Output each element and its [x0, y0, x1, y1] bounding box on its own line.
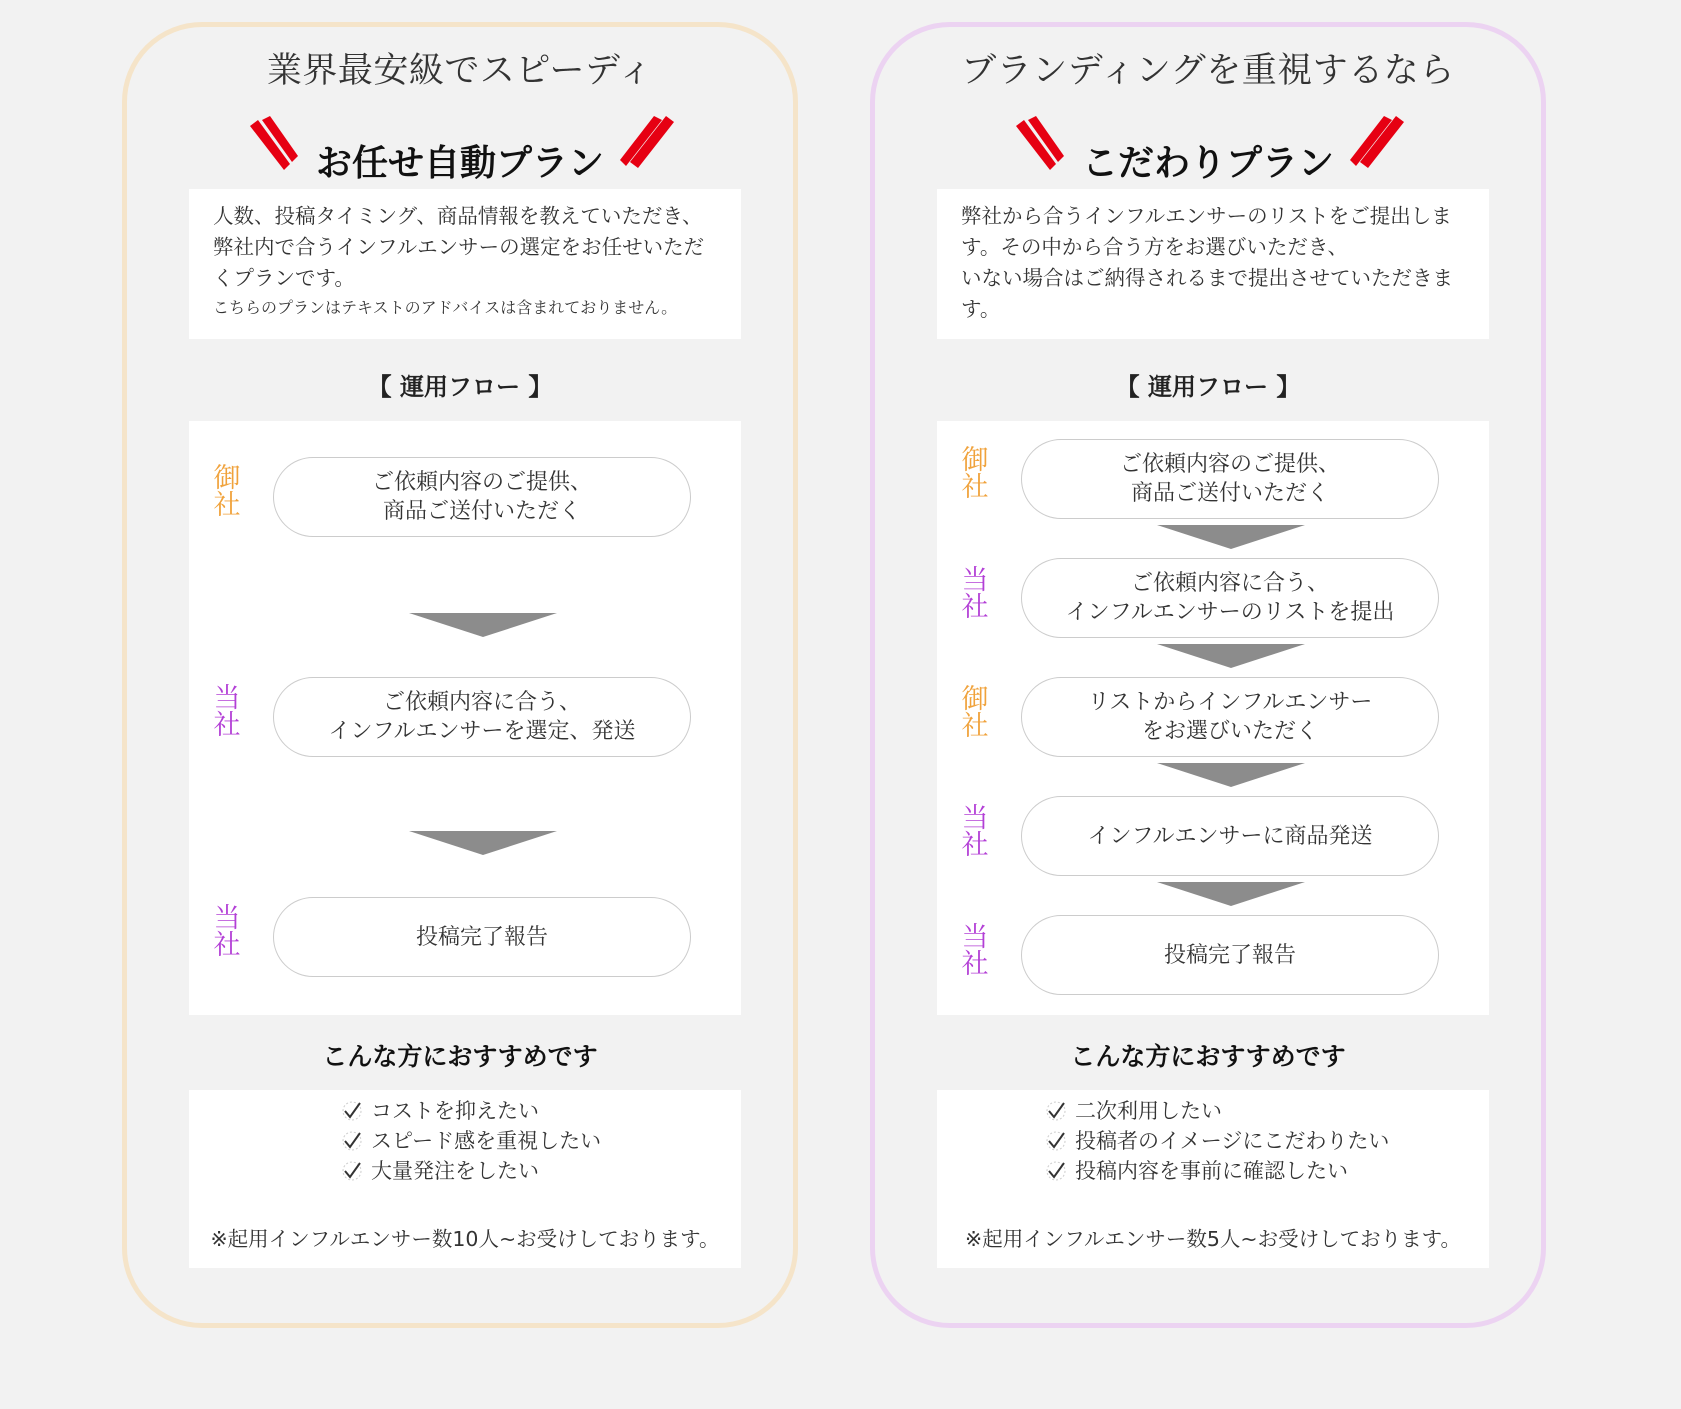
down-arrow-icon — [1157, 644, 1305, 668]
step-actor: 当社 — [961, 922, 989, 980]
step-actor: 当社 — [961, 803, 989, 861]
flow-step — [273, 677, 691, 757]
check-icon — [341, 1130, 363, 1152]
plan-card-auto — [122, 22, 798, 1328]
recommend-item-text: 大量発注をしたい — [371, 1159, 539, 1183]
recommend-item-text: 投稿者のイメージにこだわりたい — [1075, 1129, 1390, 1153]
check-icon — [341, 1160, 363, 1182]
flow-step — [1021, 915, 1439, 995]
step-actor: 当社 — [961, 565, 989, 623]
recommend-item — [341, 1156, 601, 1186]
check-icon — [1045, 1100, 1067, 1122]
down-arrow-icon — [1157, 763, 1305, 787]
step-line: 商品ご送付いただく — [1130, 481, 1329, 506]
plan-name: お任せ自動プラン — [315, 142, 604, 184]
recommend-box — [189, 1090, 741, 1268]
flow-step — [273, 897, 691, 977]
recommend-item-text: コストを抑えたい — [371, 1099, 539, 1123]
plan-description — [189, 189, 741, 339]
flow-step — [1021, 558, 1439, 638]
red-slash-icon — [620, 114, 676, 182]
step-line: 投稿完了報告 — [415, 924, 548, 950]
flow-title: 【 運用フロー 】 — [367, 373, 553, 401]
plan-card-custom — [870, 22, 1546, 1328]
flow-box — [937, 421, 1489, 1015]
plan-name-row — [875, 103, 1541, 193]
step-line: インフルエンサーを選定、発送 — [328, 719, 636, 744]
step-line: ご依頼内容に合う、 — [382, 690, 581, 715]
description-text: いない場合はご納得されるまで提出させていただきます。 — [961, 266, 1453, 321]
down-arrow-icon — [409, 831, 557, 855]
recommend-item-text: スピード感を重視したい — [371, 1129, 602, 1153]
step-actor: 御社 — [961, 445, 989, 503]
step-line: リストからインフルエンサー — [1087, 690, 1373, 715]
step-line: 商品ご送付いただく — [382, 499, 581, 524]
recommend-item — [1045, 1096, 1389, 1126]
step-actor: 当社 — [213, 683, 241, 741]
flow-step — [273, 457, 691, 537]
recommend-item — [341, 1096, 601, 1126]
description-text: 人数、投稿タイミング、商品情報を教えていただき、弊社内で合うインフルエンサーの選定をお任せいただくプランです。 — [213, 204, 705, 290]
down-arrow-icon — [1157, 882, 1305, 906]
plan-name: こだわりプラン — [1081, 142, 1334, 184]
step-actor: 御社 — [961, 684, 989, 742]
recommend-item — [1045, 1156, 1389, 1186]
recommend-list — [341, 1096, 601, 1186]
plan-note: ※起用インフルエンサー数5人~お受けしております。 — [965, 1227, 1461, 1251]
flow-title: 【 運用フロー 】 — [1115, 373, 1301, 401]
check-icon — [1045, 1160, 1067, 1182]
flow-step — [1021, 796, 1439, 876]
step-line: ご依頼内容のご提供、 — [371, 470, 592, 495]
plan-heading: ブランディングを重視するなら — [961, 51, 1455, 91]
step-line: インフルエンサーに商品発送 — [1087, 823, 1373, 849]
description-text: 弊社から合うインフルエンサーのリストをご提出します。その中から合う方をお選びいただき、 — [961, 204, 1452, 259]
check-icon — [1045, 1130, 1067, 1152]
flow-step — [1021, 439, 1439, 519]
step-actor: 御社 — [213, 463, 241, 521]
red-slash-icon — [244, 114, 300, 182]
recommend-item-text: 二次利用したい — [1075, 1099, 1222, 1123]
recommend-title: こんな方におすすめです — [1070, 1042, 1346, 1071]
down-arrow-icon — [409, 613, 557, 637]
recommend-item-text: 投稿内容を事前に確認したい — [1075, 1159, 1348, 1183]
flow-box — [189, 421, 741, 1015]
recommend-title: こんな方におすすめです — [322, 1042, 598, 1071]
flow-step — [1021, 677, 1439, 757]
red-slash-icon — [1350, 114, 1406, 182]
step-line: ご依頼内容のご提供、 — [1119, 452, 1340, 477]
plan-description — [937, 189, 1489, 339]
plan-note: ※起用インフルエンサー数10人~お受けしております。 — [210, 1227, 720, 1251]
red-slash-icon — [1010, 114, 1066, 182]
plan-name-row — [127, 103, 793, 193]
plan-heading: 業界最安級でスピーディ — [266, 51, 654, 91]
step-line: 投稿完了報告 — [1163, 942, 1296, 968]
step-line: インフルエンサーのリストを提出 — [1065, 600, 1395, 625]
recommend-item — [1045, 1126, 1389, 1156]
step-line: ご依頼内容に合う、 — [1130, 571, 1329, 596]
down-arrow-icon — [1157, 525, 1305, 549]
recommend-item — [341, 1126, 601, 1156]
step-actor: 当社 — [213, 903, 241, 961]
description-note: こちらのプランはテキストのアドバイスは含まれておりません。 — [213, 298, 678, 317]
step-line: をお選びいただく — [1141, 719, 1318, 744]
check-icon — [341, 1100, 363, 1122]
recommend-box — [937, 1090, 1489, 1268]
recommend-list — [1045, 1096, 1389, 1186]
